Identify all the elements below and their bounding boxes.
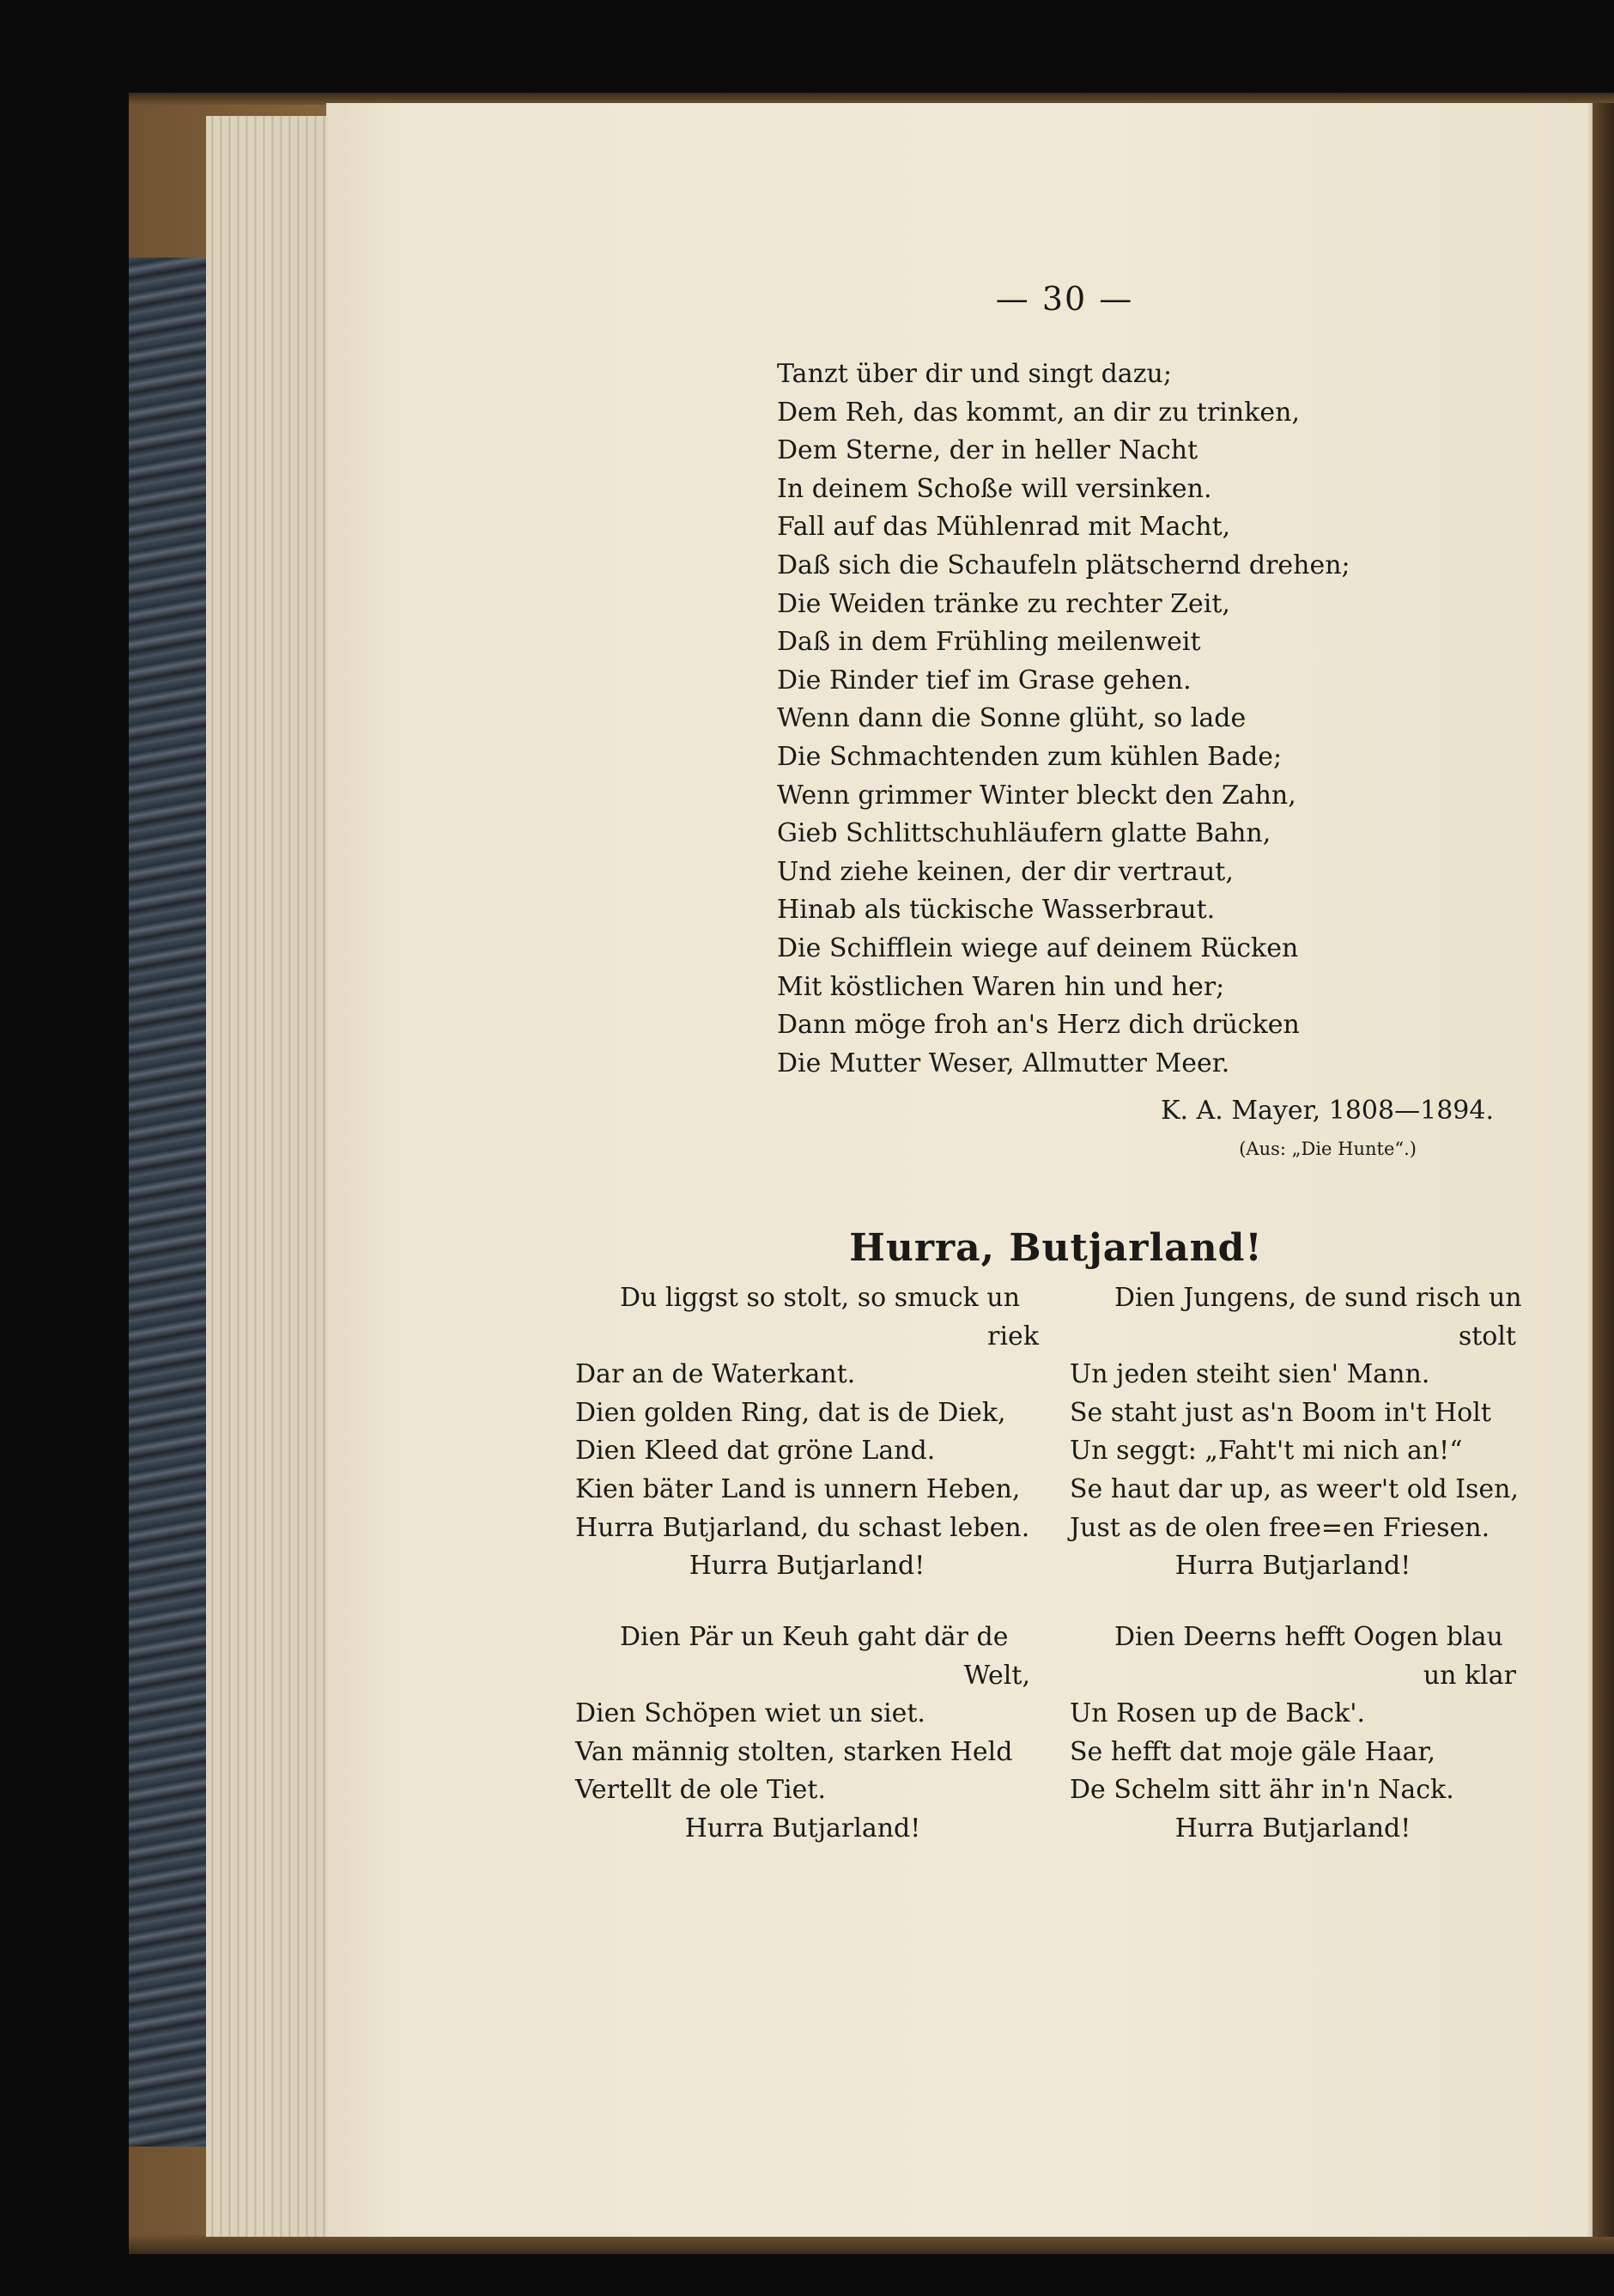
stanza-line: Dar an de Waterkant. (575, 1359, 856, 1390)
poem-line: Die Rinder tief im Grase gehen. (777, 665, 1192, 695)
stanza-first-line: Dien Pär un Keuh gaht där de (620, 1622, 1009, 1652)
stanza-line: Kien bäter Land is unnern Heben, (575, 1473, 1021, 1504)
stanza-line: Van männig stolten, starken Held (575, 1736, 1013, 1767)
marbled-cover (129, 258, 206, 2147)
poem-line: Hinab als tückische Wasserbraut. (777, 895, 1216, 926)
stanza-first-line: Dien Deerns hefft Oogen blau (1114, 1622, 1503, 1652)
stanza (1070, 1279, 1522, 1586)
book-bottom-edge (129, 2235, 1614, 2254)
poem-line: Fall auf das Mühlenrad mit Macht, (777, 512, 1231, 543)
stanza-refrain: Hurra Butjarland! (684, 1813, 921, 1843)
poem-line: Mit köstlichen Waren hin und her; (777, 971, 1225, 1002)
stanza-line: Un seggt: „Faht't mi nich an!“ (1070, 1436, 1463, 1467)
poem-line: Dann möge froh an's Herz dich drücken (777, 1010, 1300, 1041)
page-number: — 30 — (995, 280, 1134, 318)
poem-line: Die Schifflein wiege auf deinem Rücken (777, 932, 1299, 963)
poem-excerpt (777, 355, 1395, 1083)
stanza-line-continuation: un klar (1423, 1660, 1516, 1691)
poem-line: Die Schmachtenden zum kühlen Bade; (777, 741, 1283, 772)
song-title: Hurra, Butjarland! (849, 1226, 1263, 1270)
poem-source: (Aus: „Die Hunte“.) (1239, 1139, 1417, 1159)
poem-line: Tanzt über dir und singt dazu; (777, 359, 1172, 389)
stanza-line-continuation: stolt (1458, 1321, 1516, 1351)
stanza-refrain: Hurra Butjarland! (1174, 1813, 1411, 1843)
stanza-line-continuation: Welt, (963, 1660, 1030, 1691)
stanza (575, 1619, 1030, 1849)
stanza-line: Dien golden Ring, dat is de Diek, (575, 1397, 1006, 1428)
stanza-refrain: Hurra Butjarland! (1174, 1551, 1411, 1582)
stanza-line: De Schelm sitt ähr in'n Nack. (1070, 1775, 1454, 1806)
page-edges (206, 116, 335, 2237)
stanza (575, 1279, 1039, 1586)
poem-attribution: K. A. Mayer, 1808—1894. (1161, 1096, 1494, 1126)
poem-line: Die Mutter Weser, Allmutter Meer. (777, 1048, 1230, 1078)
stanza-line: Se haut dar up, as weer't old Isen, (1070, 1473, 1519, 1504)
poem-line: Daß in dem Frühling meilenweit (777, 627, 1201, 658)
poem-line: Und ziehe keinen, der dir vertraut, (777, 856, 1234, 887)
stanza-line: Se hefft dat moje gäle Haar, (1070, 1736, 1436, 1767)
poem-line: Dem Sterne, der in heller Nacht (777, 435, 1198, 466)
stanza-line: Dien Schöpen wiet un siet. (575, 1698, 925, 1729)
stanza-line: Dien Kleed dat gröne Land. (575, 1436, 936, 1467)
poem-line: In deinem Schoße will versinken. (777, 473, 1212, 504)
stanza-first-line: Dien Jungens, de sund risch un (1114, 1283, 1522, 1313)
stanza-line: Un Rosen up de Back'. (1070, 1698, 1366, 1729)
poem-line: Dem Reh, das kommt, an dir zu trinken, (777, 397, 1300, 428)
poem-line: Wenn dann die Sonne glüht, so lade (777, 703, 1247, 734)
stanza-line-continuation: riek (987, 1321, 1039, 1351)
poem-line: Gieb Schlittschuhläufern glatte Bahn, (777, 818, 1271, 849)
stanza-line: Just as de olen free=en Friesen. (1070, 1512, 1490, 1543)
poem-line: Daß sich die Schaufeln plätschernd drehen; (777, 550, 1350, 580)
stanza-line: Un jeden steiht sien' Mann. (1070, 1359, 1430, 1390)
poem-line: Wenn grimmer Winter bleckt den Zahn, (777, 780, 1296, 811)
gutter-shadow (1587, 103, 1614, 2237)
poem-line: Die Weiden tränke zu rechter Zeit, (777, 588, 1230, 619)
stanza-first-line: Du liggst so stolt, so smuck un (620, 1283, 1021, 1313)
stanza (1070, 1619, 1516, 1849)
stanza-line: Vertellt de ole Tiet. (575, 1775, 826, 1806)
stanza-line: Hurra Butjarland, du schast leben. (575, 1512, 1030, 1543)
stanza-line: Se staht just as'n Boom in't Holt (1070, 1397, 1491, 1428)
stanza-refrain: Hurra Butjarland! (689, 1551, 925, 1582)
